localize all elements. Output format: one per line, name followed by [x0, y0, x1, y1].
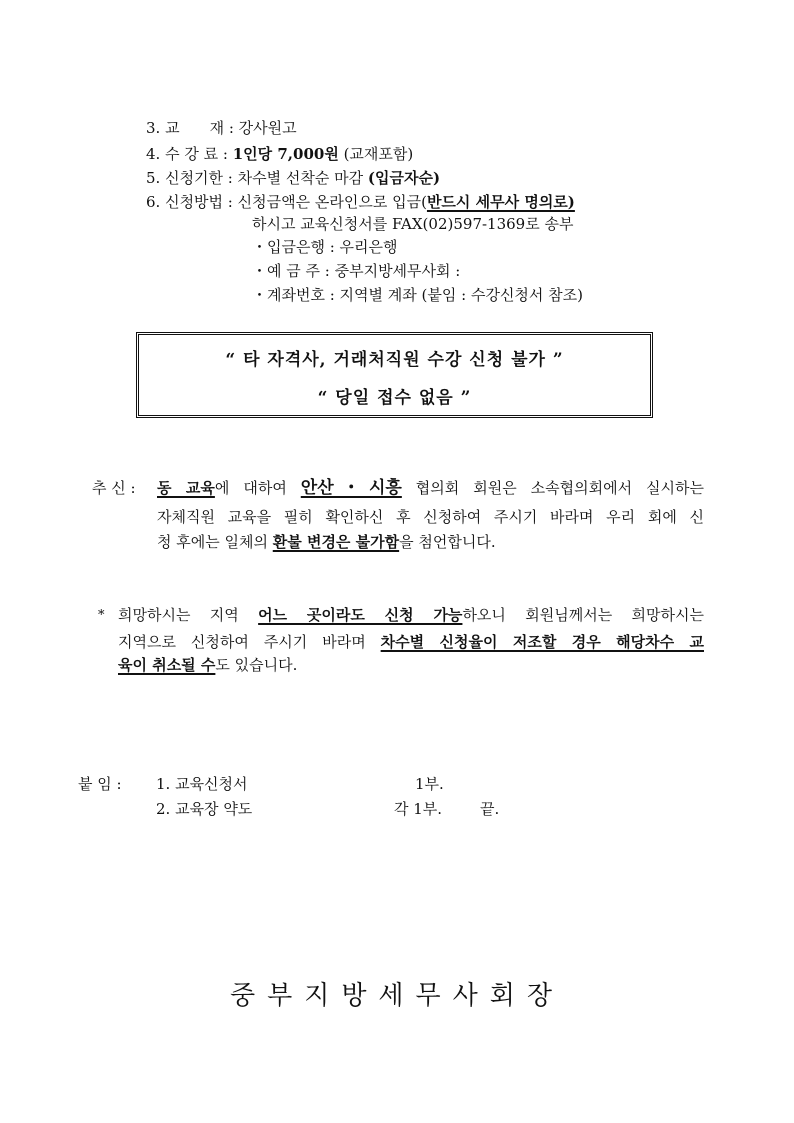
notice-line-1: “ 타 자격사, 거래처직원 수강 신청 불가 ”: [225, 350, 564, 370]
attachment-2-count: 각 1부.: [394, 800, 443, 818]
attachment-1-name: 1. 교육신청서: [156, 775, 248, 793]
postscript-label: 추 신 :: [92, 479, 136, 497]
issuer-title: 중부지방세무사회장: [229, 981, 565, 1011]
attachment-1-count: 1부.: [415, 775, 444, 793]
notice-line-2: “ 당일 접수 없음 ”: [317, 388, 472, 408]
attachments-label: 붙 임 :: [78, 775, 122, 793]
item-5: 5. 신청기한 : 차수별 선착순 마감 (입금자순): [146, 169, 441, 187]
attachment-2-name: 2. 교육장 약도: [156, 800, 253, 818]
item-6: 6. 신청방법 : 신청금액은 온라인으로 입금(반드시 세무사 명의로): [146, 193, 575, 211]
account-holder: ・예 금 주 : 중부지방세무사회 :: [252, 262, 461, 280]
bank-name: ・입금은행 : 우리은행: [252, 238, 398, 256]
notice-box: [136, 332, 653, 418]
postscript-line-3: 청 후에는 일체의 환불 변경은 불가함을 첨언합니다.: [157, 533, 496, 551]
hope-line-2: 지역으로 신청하여 주시기 바라며 차수별 신청율이 저조할 경우 해당차수 교: [118, 633, 704, 651]
hope-line-3: 육이 취소될 수도 있습니다.: [118, 656, 298, 674]
postscript-line-1: 동 교육에 대하여 안산・시흥 협의회 회원은 소속협의회에서 실시하는: [157, 478, 704, 498]
account-number: ・계좌번호 : 지역별 계좌 (붙임 : 수강신청서 참조): [252, 286, 584, 304]
item-3: 3. 교 재 : 강사원고: [146, 119, 297, 137]
end-mark: 끝.: [480, 800, 500, 818]
item-4: 4. 수 강 료 : 1인당 7,000원 (교재포함): [146, 145, 414, 163]
postscript-line-2: 자체직원 교육을 필히 확인하신 후 신청하여 주시기 바라며 우리 회에 신: [157, 508, 704, 526]
item-6-line2: 하시고 교육신청서를 FAX(02)597-1369로 송부: [252, 215, 574, 233]
hope-line-1: 희망하시는 지역 어느 곳이라도 신청 가능하오니 회원님께서는 희망하시는: [118, 606, 704, 624]
hope-marker: *: [98, 608, 105, 623]
